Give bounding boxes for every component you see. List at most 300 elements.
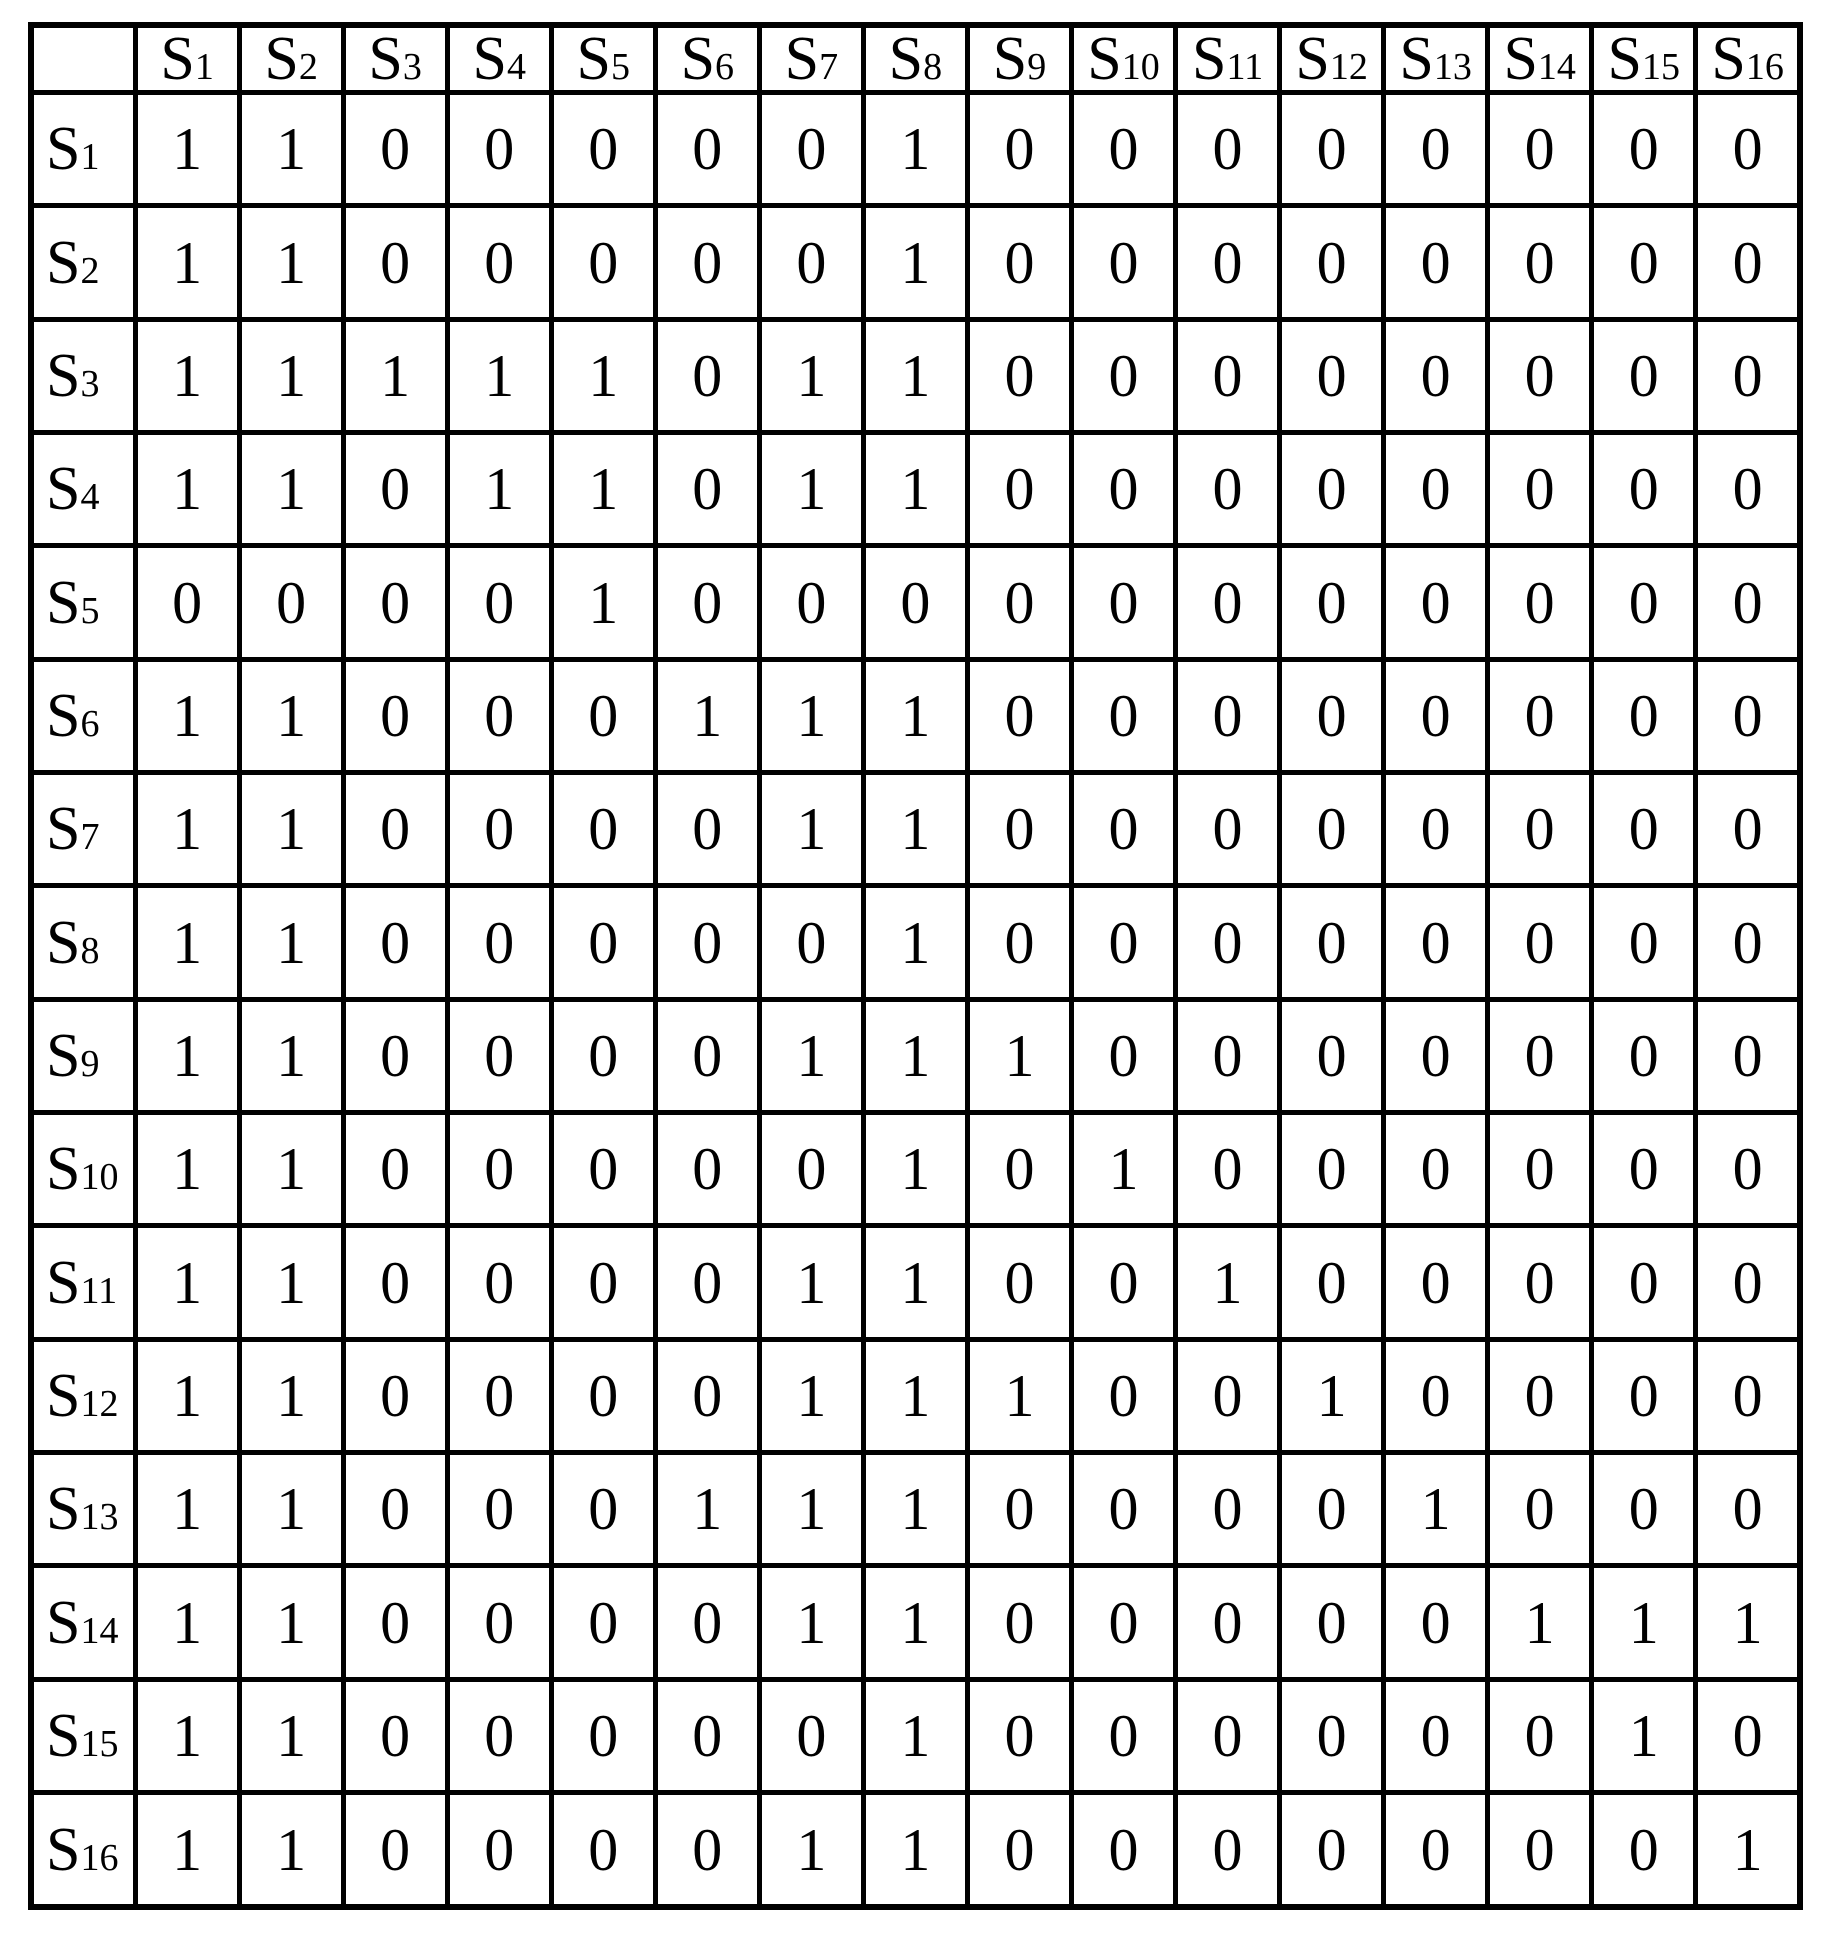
matrix-cell: 0 bbox=[447, 999, 551, 1112]
matrix-cell: 0 bbox=[447, 886, 551, 999]
matrix-cell: 0 bbox=[1488, 546, 1592, 659]
matrix-cell: 0 bbox=[967, 1566, 1071, 1679]
row-header bbox=[31, 546, 135, 659]
matrix-cell: 0 bbox=[551, 1566, 655, 1679]
matrix-cell: 1 bbox=[551, 319, 655, 432]
matrix-cell: 0 bbox=[1696, 773, 1800, 886]
matrix-cell: 0 bbox=[1488, 1113, 1592, 1226]
matrix-cell: 1 bbox=[759, 1226, 863, 1339]
label-subscript: 5 bbox=[611, 46, 630, 88]
matrix-cell: 1 bbox=[759, 659, 863, 772]
matrix-cell: 1 bbox=[863, 206, 967, 319]
matrix-cell: 1 bbox=[239, 886, 343, 999]
matrix-cell: 1 bbox=[135, 1113, 239, 1226]
label-letter: S bbox=[46, 568, 81, 637]
matrix-cell: 1 bbox=[1592, 1566, 1696, 1679]
matrix-cell: 1 bbox=[967, 999, 1071, 1112]
column-header bbox=[655, 25, 759, 93]
matrix-cell: 1 bbox=[135, 1339, 239, 1452]
matrix-cell: 0 bbox=[1384, 319, 1488, 432]
matrix-cell: 0 bbox=[447, 1339, 551, 1452]
matrix-cell: 0 bbox=[447, 546, 551, 659]
matrix-cell: 0 bbox=[1384, 1679, 1488, 1792]
matrix-cell: 0 bbox=[1176, 999, 1280, 1112]
matrix-cell: 1 bbox=[239, 319, 343, 432]
matrix-cell: 0 bbox=[1696, 1453, 1800, 1566]
row-header bbox=[31, 773, 135, 886]
matrix-cell: 0 bbox=[1176, 1339, 1280, 1452]
label-subscript: 15 bbox=[1641, 46, 1680, 88]
matrix-cell: 0 bbox=[1488, 1793, 1592, 1907]
matrix-cell: 1 bbox=[135, 1679, 239, 1792]
matrix-cell: 0 bbox=[1071, 433, 1175, 546]
label-subscript: 4 bbox=[80, 476, 100, 519]
matrix-cell: 1 bbox=[1488, 1566, 1592, 1679]
matrix-cell: 0 bbox=[551, 886, 655, 999]
matrix-cell: 0 bbox=[1071, 1793, 1175, 1907]
label-subscript: 1 bbox=[80, 136, 100, 179]
table-row bbox=[31, 886, 1800, 999]
table-row bbox=[31, 999, 1800, 1112]
matrix-cell: 1 bbox=[447, 433, 551, 546]
label-subscript: 13 bbox=[80, 1496, 119, 1539]
matrix-cell: 0 bbox=[551, 1453, 655, 1566]
matrix-cell: 0 bbox=[1696, 1226, 1800, 1339]
matrix-cell: 0 bbox=[655, 1339, 759, 1452]
matrix-cell: 1 bbox=[1176, 1226, 1280, 1339]
matrix-cell: 0 bbox=[1384, 206, 1488, 319]
table-row bbox=[31, 1453, 1800, 1566]
matrix-cell: 1 bbox=[135, 1566, 239, 1679]
matrix-cell: 1 bbox=[239, 1226, 343, 1339]
matrix-cell: 0 bbox=[1384, 659, 1488, 772]
matrix-cell: 1 bbox=[135, 886, 239, 999]
matrix-cell: 1 bbox=[135, 1226, 239, 1339]
matrix-cell: 0 bbox=[1176, 1679, 1280, 1792]
matrix-cell: 0 bbox=[1592, 319, 1696, 432]
matrix-cell: 0 bbox=[1488, 206, 1592, 319]
matrix-cell: 0 bbox=[1280, 1453, 1384, 1566]
label-subscript: 8 bbox=[80, 929, 100, 972]
matrix-cell: 0 bbox=[655, 773, 759, 886]
corner-cell bbox=[31, 25, 135, 93]
matrix-cell: 0 bbox=[1071, 1226, 1175, 1339]
matrix-cell: 0 bbox=[551, 1226, 655, 1339]
matrix-cell: 0 bbox=[1488, 1226, 1592, 1339]
matrix-cell: 0 bbox=[1176, 659, 1280, 772]
matrix-cell: 0 bbox=[343, 1113, 447, 1226]
matrix-cell: 0 bbox=[1592, 1226, 1696, 1339]
matrix-cell: 0 bbox=[1384, 999, 1488, 1112]
matrix-cell: 0 bbox=[759, 206, 863, 319]
label-subscript: 8 bbox=[923, 46, 943, 88]
label-letter: S bbox=[1087, 25, 1122, 93]
matrix-body bbox=[31, 93, 1800, 1908]
row-header bbox=[31, 206, 135, 319]
matrix-cell: 0 bbox=[343, 206, 447, 319]
matrix-cell: 0 bbox=[655, 433, 759, 546]
matrix-cell: 1 bbox=[1592, 1679, 1696, 1792]
label-letter: S bbox=[46, 455, 81, 524]
label-letter: S bbox=[46, 1588, 81, 1657]
matrix-cell: 1 bbox=[655, 659, 759, 772]
matrix-cell: 0 bbox=[447, 1113, 551, 1226]
matrix-cell: 0 bbox=[967, 319, 1071, 432]
matrix-cell: 0 bbox=[655, 1793, 759, 1907]
matrix-cell: 1 bbox=[135, 433, 239, 546]
matrix-cell: 0 bbox=[1071, 773, 1175, 886]
matrix-cell: 1 bbox=[863, 1226, 967, 1339]
matrix-cell: 0 bbox=[1071, 999, 1175, 1112]
matrix-cell: 0 bbox=[343, 1566, 447, 1679]
label-letter: S bbox=[1192, 25, 1227, 93]
matrix-cell: 0 bbox=[759, 93, 863, 206]
matrix-cell: 1 bbox=[239, 1566, 343, 1679]
matrix-cell: 0 bbox=[1280, 319, 1384, 432]
matrix-cell: 0 bbox=[1071, 206, 1175, 319]
matrix-cell: 1 bbox=[447, 319, 551, 432]
matrix-cell: 0 bbox=[1384, 546, 1488, 659]
matrix-cell: 0 bbox=[1071, 319, 1175, 432]
label-subscript: 10 bbox=[1121, 46, 1160, 88]
row-header bbox=[31, 1226, 135, 1339]
matrix-cell: 1 bbox=[135, 773, 239, 886]
label-subscript: 15 bbox=[80, 1722, 119, 1765]
label-letter: S bbox=[46, 1021, 81, 1090]
label-letter: S bbox=[46, 115, 81, 184]
matrix-cell: 0 bbox=[1592, 93, 1696, 206]
matrix-cell: 0 bbox=[343, 1339, 447, 1452]
matrix-cell: 0 bbox=[1280, 999, 1384, 1112]
matrix-cell: 0 bbox=[1071, 886, 1175, 999]
matrix-cell: 0 bbox=[655, 1566, 759, 1679]
row-header bbox=[31, 319, 135, 432]
row-header bbox=[31, 1566, 135, 1679]
matrix-cell: 1 bbox=[135, 999, 239, 1112]
table-row bbox=[31, 1793, 1800, 1907]
matrix-cell: 0 bbox=[1488, 1339, 1592, 1452]
table-row bbox=[31, 93, 1800, 206]
column-header bbox=[135, 25, 239, 93]
matrix-cell: 0 bbox=[1071, 1679, 1175, 1792]
matrix-cell: 1 bbox=[239, 93, 343, 206]
matrix-cell: 0 bbox=[1592, 206, 1696, 319]
matrix-cell: 0 bbox=[1592, 1113, 1696, 1226]
matrix-cell: 0 bbox=[1488, 999, 1592, 1112]
matrix-cell: 0 bbox=[1176, 1113, 1280, 1226]
matrix-cell: 0 bbox=[343, 659, 447, 772]
row-header bbox=[31, 659, 135, 772]
row-header bbox=[31, 433, 135, 546]
matrix-cell: 0 bbox=[343, 1793, 447, 1907]
matrix-cell: 0 bbox=[551, 773, 655, 886]
matrix-cell: 0 bbox=[967, 546, 1071, 659]
matrix-cell: 0 bbox=[1488, 319, 1592, 432]
matrix-cell: 0 bbox=[1280, 433, 1384, 546]
column-header bbox=[1488, 25, 1592, 93]
matrix-cell: 1 bbox=[239, 1793, 343, 1907]
column-header bbox=[967, 25, 1071, 93]
matrix-cell: 0 bbox=[1280, 773, 1384, 886]
label-subscript: 5 bbox=[80, 589, 100, 632]
label-subscript: 4 bbox=[506, 46, 526, 88]
matrix-cell: 0 bbox=[447, 206, 551, 319]
matrix-cell: 1 bbox=[759, 319, 863, 432]
column-header bbox=[759, 25, 863, 93]
matrix-cell: 0 bbox=[551, 1113, 655, 1226]
label-letter: S bbox=[888, 25, 924, 93]
matrix-cell: 0 bbox=[967, 93, 1071, 206]
matrix-cell: 0 bbox=[1696, 1339, 1800, 1452]
matrix-cell: 1 bbox=[863, 886, 967, 999]
matrix-cell: 0 bbox=[1384, 1339, 1488, 1452]
matrix-cell: 0 bbox=[1176, 773, 1280, 886]
matrix-cell: 1 bbox=[239, 659, 343, 772]
matrix-cell: 0 bbox=[655, 1113, 759, 1226]
matrix-cell: 0 bbox=[551, 1679, 655, 1792]
column-header bbox=[1280, 25, 1384, 93]
matrix-cell: 1 bbox=[135, 93, 239, 206]
matrix-cell: 1 bbox=[239, 1113, 343, 1226]
table-row bbox=[31, 1226, 1800, 1339]
matrix-cell: 0 bbox=[1696, 659, 1800, 772]
matrix-cell: 0 bbox=[1592, 659, 1696, 772]
matrix-cell: 0 bbox=[1696, 1679, 1800, 1792]
matrix-cell: 0 bbox=[1071, 1453, 1175, 1566]
label-subscript: 7 bbox=[80, 816, 100, 859]
matrix-cell: 0 bbox=[1280, 1679, 1384, 1792]
matrix-cell: 1 bbox=[863, 1566, 967, 1679]
matrix-cell: 0 bbox=[1384, 1113, 1488, 1226]
matrix-cell: 0 bbox=[655, 1226, 759, 1339]
matrix-cell: 0 bbox=[343, 1453, 447, 1566]
matrix-cell: 0 bbox=[551, 1339, 655, 1452]
matrix-cell: 1 bbox=[863, 773, 967, 886]
matrix-cell: 0 bbox=[1696, 546, 1800, 659]
matrix-cell: 1 bbox=[863, 433, 967, 546]
matrix-cell: 0 bbox=[1592, 773, 1696, 886]
label-letter: S bbox=[1295, 25, 1330, 93]
matrix-cell: 0 bbox=[759, 1679, 863, 1792]
matrix-cell: 0 bbox=[1696, 999, 1800, 1112]
matrix-cell: 1 bbox=[863, 999, 967, 1112]
matrix-header bbox=[31, 25, 1800, 93]
label-subscript: 3 bbox=[402, 46, 422, 88]
matrix-cell: 0 bbox=[1696, 433, 1800, 546]
matrix-cell: 0 bbox=[1176, 886, 1280, 999]
label-letter: S bbox=[368, 25, 403, 93]
label-letter: S bbox=[46, 1135, 81, 1204]
matrix-cell: 1 bbox=[551, 546, 655, 659]
matrix-cell: 1 bbox=[239, 999, 343, 1112]
matrix-cell: 0 bbox=[447, 1793, 551, 1907]
matrix-cell: 0 bbox=[655, 999, 759, 1112]
matrix-cell: 0 bbox=[967, 886, 1071, 999]
matrix-cell: 0 bbox=[967, 206, 1071, 319]
matrix-cell: 1 bbox=[1280, 1339, 1384, 1452]
matrix-cell: 1 bbox=[1696, 1566, 1800, 1679]
column-header bbox=[343, 25, 447, 93]
matrix-cell: 0 bbox=[655, 1679, 759, 1792]
matrix-cell: 1 bbox=[759, 1566, 863, 1679]
matrix-cell: 1 bbox=[863, 659, 967, 772]
matrix-cell: 0 bbox=[1176, 206, 1280, 319]
label-subscript: 3 bbox=[80, 362, 100, 405]
matrix-cell: 0 bbox=[967, 1113, 1071, 1226]
row-header bbox=[31, 1339, 135, 1452]
label-subscript: 11 bbox=[1226, 46, 1264, 88]
label-letter: S bbox=[46, 1701, 81, 1770]
table-row bbox=[31, 1679, 1800, 1792]
label-subscript: 16 bbox=[80, 1836, 119, 1879]
matrix-cell: 1 bbox=[239, 433, 343, 546]
matrix-cell: 1 bbox=[863, 319, 967, 432]
matrix-cell: 0 bbox=[1280, 206, 1384, 319]
matrix-cell: 0 bbox=[1488, 1679, 1592, 1792]
matrix-cell: 1 bbox=[135, 659, 239, 772]
matrix-cell: 0 bbox=[1592, 1793, 1696, 1907]
matrix-cell: 1 bbox=[1696, 1793, 1800, 1907]
label-subscript: 11 bbox=[80, 1269, 118, 1312]
label-letter: S bbox=[1399, 25, 1434, 93]
label-letter: S bbox=[1711, 25, 1746, 93]
matrix-cell: 0 bbox=[1384, 1566, 1488, 1679]
matrix-cell: 0 bbox=[1592, 1339, 1696, 1452]
matrix-cell: 1 bbox=[759, 1793, 863, 1907]
label-subscript: 6 bbox=[80, 702, 100, 745]
matrix-cell: 0 bbox=[1176, 546, 1280, 659]
label-letter: S bbox=[46, 1361, 81, 1430]
table-row bbox=[31, 773, 1800, 886]
matrix-cell: 0 bbox=[1592, 999, 1696, 1112]
matrix-cell: 1 bbox=[239, 1679, 343, 1792]
matrix-cell: 0 bbox=[135, 546, 239, 659]
matrix-cell: 0 bbox=[343, 1226, 447, 1339]
label-subscript: 12 bbox=[1329, 46, 1368, 88]
column-header bbox=[863, 25, 967, 93]
matrix-cell: 0 bbox=[1280, 93, 1384, 206]
matrix-cell: 1 bbox=[135, 206, 239, 319]
matrix-cell: 0 bbox=[343, 1679, 447, 1792]
label-letter: S bbox=[264, 25, 299, 93]
matrix-cell: 0 bbox=[447, 1679, 551, 1792]
row-header bbox=[31, 1113, 135, 1226]
label-letter: S bbox=[46, 795, 81, 864]
matrix-cell: 0 bbox=[239, 546, 343, 659]
matrix-cell: 0 bbox=[1071, 1566, 1175, 1679]
matrix-cell: 0 bbox=[1280, 1793, 1384, 1907]
matrix-cell: 0 bbox=[1696, 886, 1800, 999]
matrix-cell: 1 bbox=[863, 1113, 967, 1226]
row-header bbox=[31, 886, 135, 999]
column-header bbox=[1384, 25, 1488, 93]
matrix-cell: 0 bbox=[1384, 433, 1488, 546]
matrix-cell: 1 bbox=[135, 1793, 239, 1907]
matrix-cell: 0 bbox=[759, 886, 863, 999]
matrix-cell: 0 bbox=[967, 1453, 1071, 1566]
label-subscript: 9 bbox=[80, 1042, 100, 1085]
table-row bbox=[31, 1566, 1800, 1679]
matrix-cell: 0 bbox=[447, 1226, 551, 1339]
matrix-cell: 0 bbox=[343, 999, 447, 1112]
matrix-cell: 0 bbox=[1592, 886, 1696, 999]
table-row bbox=[31, 546, 1800, 659]
label-letter: S bbox=[1607, 25, 1642, 93]
label-subscript: 16 bbox=[1745, 46, 1784, 88]
matrix-cell: 0 bbox=[551, 206, 655, 319]
matrix-cell: 1 bbox=[551, 433, 655, 546]
matrix-cell: 0 bbox=[1696, 1113, 1800, 1226]
matrix-cell: 0 bbox=[343, 546, 447, 659]
matrix-cell: 1 bbox=[655, 1453, 759, 1566]
row-header bbox=[31, 93, 135, 206]
label-subscript: 14 bbox=[1537, 46, 1576, 88]
matrix-cell: 1 bbox=[863, 1679, 967, 1792]
matrix-cell: 1 bbox=[863, 93, 967, 206]
table-row bbox=[31, 206, 1800, 319]
matrix-cell: 0 bbox=[1280, 659, 1384, 772]
matrix-cell: 1 bbox=[239, 1453, 343, 1566]
column-header bbox=[551, 25, 655, 93]
column-header bbox=[1176, 25, 1280, 93]
matrix-cell: 1 bbox=[863, 1453, 967, 1566]
column-header bbox=[1592, 25, 1696, 93]
matrix-cell: 0 bbox=[655, 206, 759, 319]
matrix-cell: 0 bbox=[655, 546, 759, 659]
matrix-cell: 1 bbox=[239, 1339, 343, 1452]
row-header bbox=[31, 1453, 135, 1566]
label-letter: S bbox=[46, 228, 81, 297]
matrix-cell: 0 bbox=[1696, 206, 1800, 319]
matrix-cell: 0 bbox=[1071, 659, 1175, 772]
matrix-cell: 0 bbox=[1696, 93, 1800, 206]
matrix-cell: 0 bbox=[655, 319, 759, 432]
matrix-cell: 0 bbox=[1488, 1453, 1592, 1566]
row-header bbox=[31, 1679, 135, 1792]
matrix-cell: 0 bbox=[343, 433, 447, 546]
matrix-cell: 0 bbox=[1176, 1566, 1280, 1679]
matrix-cell: 0 bbox=[1488, 773, 1592, 886]
label-letter: S bbox=[46, 341, 81, 410]
matrix-cell: 0 bbox=[1592, 433, 1696, 546]
label-letter: S bbox=[46, 908, 81, 977]
matrix-cell: 0 bbox=[1280, 1226, 1384, 1339]
matrix-cell: 1 bbox=[759, 773, 863, 886]
matrix-cell: 1 bbox=[135, 319, 239, 432]
matrix-cell: 0 bbox=[1488, 433, 1592, 546]
table-row bbox=[31, 1113, 1800, 1226]
matrix-cell: 1 bbox=[863, 1339, 967, 1452]
label-subscript: 6 bbox=[715, 46, 735, 88]
matrix-cell: 0 bbox=[1488, 886, 1592, 999]
matrix-cell: 0 bbox=[1384, 886, 1488, 999]
matrix-cell: 1 bbox=[1071, 1113, 1175, 1226]
row-header bbox=[31, 999, 135, 1112]
matrix-cell: 0 bbox=[1280, 1113, 1384, 1226]
matrix-cell: 1 bbox=[759, 433, 863, 546]
reachability-matrix-table bbox=[28, 22, 1803, 1910]
matrix-cell: 0 bbox=[1696, 319, 1800, 432]
label-letter: S bbox=[46, 1475, 81, 1544]
matrix-cell: 0 bbox=[447, 1566, 551, 1679]
matrix-cell: 0 bbox=[1176, 1793, 1280, 1907]
matrix-cell: 0 bbox=[967, 773, 1071, 886]
matrix-cell: 1 bbox=[759, 1339, 863, 1452]
matrix-cell: 0 bbox=[1384, 773, 1488, 886]
label-subscript: 13 bbox=[1433, 46, 1472, 88]
matrix-cell: 0 bbox=[655, 93, 759, 206]
matrix-cell: 1 bbox=[967, 1339, 1071, 1452]
